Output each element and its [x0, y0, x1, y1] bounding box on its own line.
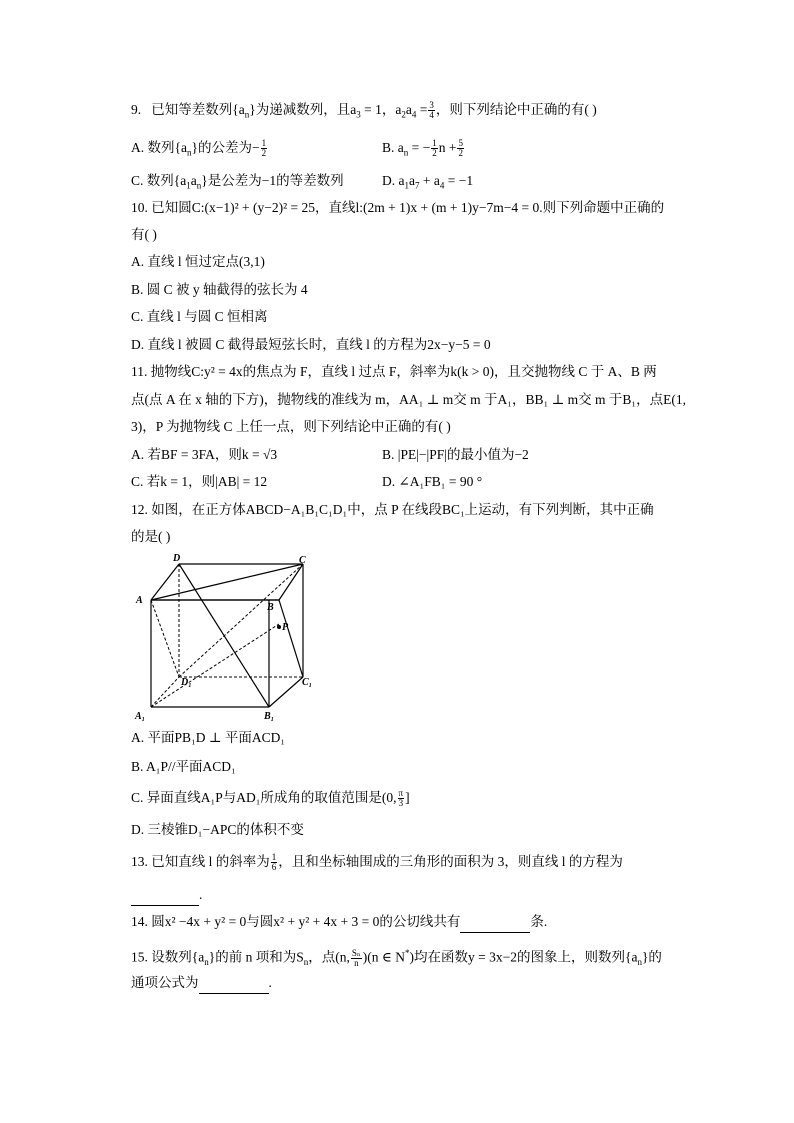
- label-P: P: [282, 622, 289, 633]
- q11-option-b: B. |PE|−|PF|的最小值为−2: [382, 447, 529, 462]
- label-D1: D₁: [181, 677, 192, 688]
- q10-option-c: C. 直线 l 与圆 C 恒相离: [131, 309, 268, 324]
- cube-figure: [131, 552, 321, 724]
- label-B1: B₁: [264, 711, 275, 722]
- label-C: C: [299, 555, 306, 566]
- label-A1: A₁: [135, 711, 146, 722]
- q10-stem-line1: 10. 已知圆C:(x−1)² + (y−2)² = 25，直线l:(2m + 1)x + (m + 1)y−7m−4 = 0.则下列命题中正确的: [131, 200, 665, 215]
- q9-stem: 9. 已知等差数列$\{a_n\}$为递减数列，且$a_3 = 1$，$a_2a_4$ = $\frac{3}{4}$ ，则下列结论中正确的有( ): [131, 100, 597, 121]
- q12-option-d: D. 三棱锥D₁−APC的体积不变: [131, 822, 304, 837]
- q11-stem-line2: 点(点 A 在 x 轴的下方)，抛物线的准线为 m，AA₁ ⊥ m交 m 于A₁，BB₁ ⊥ m交 m 于B₁，点E(1,: [131, 392, 686, 407]
- q10-option-d: D. 直线 l 被圆 C 截得最短弦长时，直线 l 的方程为2x−y−5 = 0: [131, 337, 491, 352]
- q11-option-d: D. ∠A₁FB₁ = 90 °: [382, 474, 483, 489]
- q10-option-a: A. 直线 l 恒过定点(3,1): [131, 254, 265, 269]
- q11-option-a: A. 若BF = 3FA，则k = √3: [131, 447, 278, 462]
- q9-option-a: A. 数列$\{a_n\}$的公差为− $\frac{1}{2}$: [131, 138, 267, 159]
- q12-option-b: B. A₁P//平面ACD₁: [131, 759, 236, 774]
- q10-stem-line2: 有( ): [131, 227, 157, 242]
- label-D: D: [173, 553, 181, 564]
- q12-stem-line1: 12. 如图，在正方体ABCD−A₁B₁C₁D₁中，点 P 在线段BC₁上运动，有下列判断，其中正确: [131, 502, 654, 517]
- q13-answer-blank[interactable]: .: [131, 885, 202, 906]
- q9-option-b: B. $a_n$ = − $\frac{1}{2}$ n + $\frac{5}{2}$: [382, 138, 463, 159]
- label-A: A: [136, 595, 143, 606]
- q11-option-c: C. 若k = 1，则|AB| = 12: [131, 474, 268, 489]
- q15-stem: 15. 设数列$\{a_n\}$的前 n 项和为$S_n$，点(n, $\frac{\text{Sₙ}}{n}$ )(n ∈ N*)均在函数y = 3x−2的图象上，则数列$\{a_n\}$的: [131, 947, 662, 968]
- q12-stem-line2: 的是( ): [131, 529, 171, 544]
- q14-stem: 14. 圆x² −4x + y² = 0与圆x² + y² + 4x + 3 = 0的公切线共有 条.: [131, 912, 547, 933]
- q14-answer-blank[interactable]: [460, 912, 530, 933]
- q10-option-b: B. 圆 C 被 y 轴截得的弦长为 4: [131, 282, 308, 297]
- q13-stem: 13. 已知直线 l 的斜率为 $\frac{1}{6}$ ，且和坐标轴围成的三角形的面积为 3，则直线 l 的方程为: [131, 852, 623, 873]
- q11-stem-line3: 3)，P 为抛物线 C 上任一点，则下列结论中正确的有( ): [131, 419, 451, 434]
- q12-option-c: C. 异面直线A₁P与AD₁所成角的取值范围是(0, $\frac{\pi}{3}$ ]: [131, 788, 410, 809]
- label-C1: C₁: [302, 677, 313, 688]
- q9-option-c: C. 数列$\{a_1a_n\}$是公差为−1的等差数列: [131, 173, 344, 191]
- q15-answer-blank[interactable]: [199, 973, 269, 994]
- q11-stem-line1: 11. 抛物线C:y² = 4x的焦点为 F，直线 l 过点 F，斜率为k(k > 0)，且交抛物线 C 于 A、B 两: [131, 364, 657, 379]
- q15-line2: 通项公式为 .: [131, 973, 272, 994]
- label-B: B: [267, 602, 274, 613]
- q12-option-a: A. 平面PB₁D ⊥ 平面ACD₁: [131, 730, 286, 745]
- q9-option-d: D. $a_1a_7 + a_4 = -1$: [382, 173, 474, 191]
